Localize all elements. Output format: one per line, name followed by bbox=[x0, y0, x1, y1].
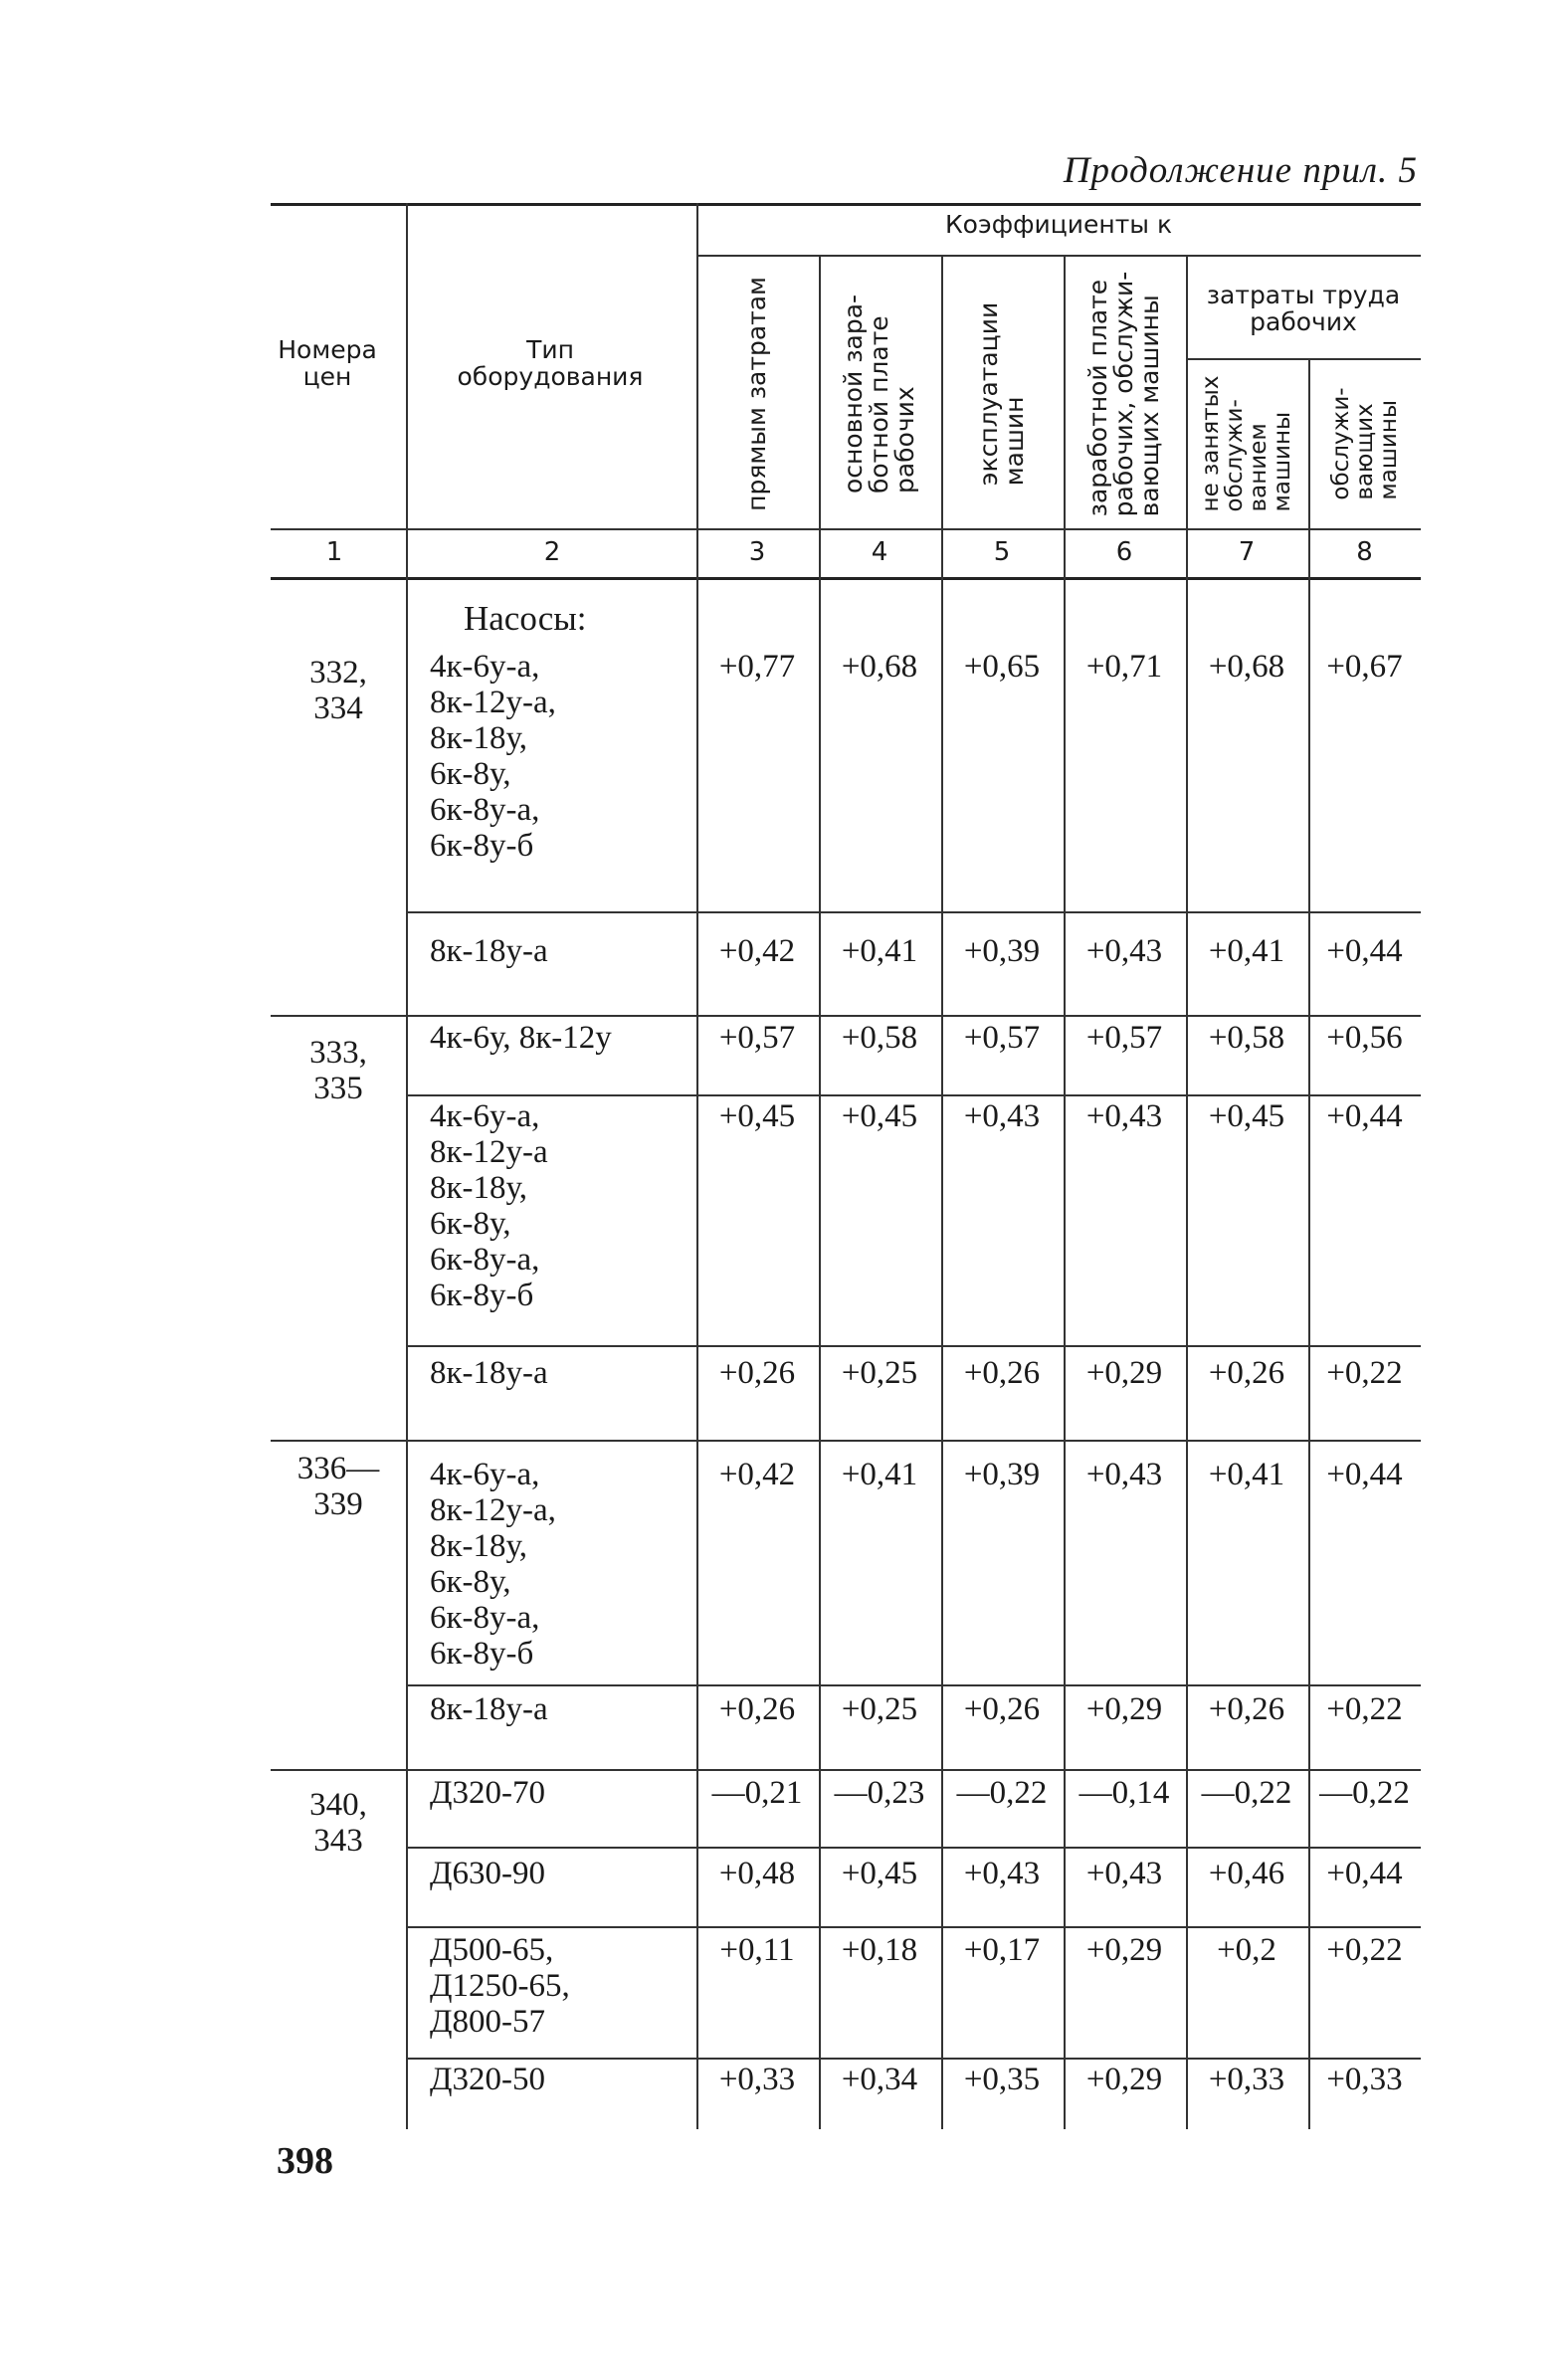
section-title: Насосы: bbox=[464, 599, 587, 638]
table-rule bbox=[696, 255, 1421, 257]
coefficient-cell: +0,43 bbox=[963, 1856, 1041, 1891]
table-rule bbox=[271, 528, 1421, 530]
column-rule bbox=[696, 203, 698, 2129]
coefficient-cell: +0,43 bbox=[1085, 1856, 1163, 1891]
coefficient-cell: +0,29 bbox=[1085, 2062, 1163, 2097]
coefficient-cell: +0,65 bbox=[963, 649, 1041, 685]
coefficient-cell: +0,22 bbox=[1326, 1355, 1403, 1391]
header-equipment-type: Тип оборудования bbox=[457, 335, 644, 391]
column-rule bbox=[1064, 257, 1066, 2129]
equipment-type-cell: 4к-6у-а, 8к-12у-а, 8к-18у, 6к-8у, 6к-8у-а, 6к-8у-б bbox=[430, 1457, 556, 1672]
coefficient-cell: +0,26 bbox=[1208, 1355, 1285, 1391]
table-rule bbox=[1186, 358, 1421, 360]
coefficient-cell: —0,21 bbox=[711, 1775, 803, 1811]
column-rule bbox=[406, 203, 408, 2129]
group-number: 332, 334 bbox=[309, 655, 367, 726]
coefficient-cell: +0,29 bbox=[1085, 1355, 1163, 1391]
coefficient-cell: +0,18 bbox=[841, 1932, 918, 1968]
column-number: 1 bbox=[325, 537, 343, 567]
coefficient-cell: +0,29 bbox=[1085, 1932, 1163, 1968]
coefficient-cell: +0,11 bbox=[719, 1932, 795, 1968]
table-rule bbox=[406, 1094, 1421, 1096]
column-rule bbox=[941, 257, 943, 2129]
coefficient-cell: —0,22 bbox=[1319, 1775, 1410, 1811]
coefficient-cell: +0,25 bbox=[841, 1691, 918, 1727]
coefficient-cell: +0,68 bbox=[1208, 649, 1285, 685]
equipment-type-cell: 4к-6у, 8к-12у bbox=[430, 1020, 612, 1056]
coefficient-cell: +0,77 bbox=[718, 649, 796, 685]
coefficient-cell: +0,44 bbox=[1326, 1856, 1403, 1891]
header-price-numbers: Номера цен bbox=[278, 335, 377, 391]
table-rule bbox=[271, 577, 1421, 580]
coefficient-cell: +0,25 bbox=[841, 1355, 918, 1391]
equipment-type-cell: 4к-6у-а, 8к-12у-а 8к-18у, 6к-8у, 6к-8у-а, 6к-8у-б bbox=[430, 1098, 548, 1313]
coefficient-cell: —0,22 bbox=[1201, 1775, 1292, 1811]
coefficient-cell: —0,22 bbox=[956, 1775, 1048, 1811]
column-rule bbox=[1186, 257, 1188, 2129]
coefficient-cell: +0,34 bbox=[841, 2062, 918, 2097]
table-rule bbox=[271, 203, 1421, 206]
header-col5-box bbox=[941, 261, 1063, 527]
header-operator-wages: заработной плате рабочих, обслужи- вающих машины bbox=[1083, 271, 1164, 517]
table-rule bbox=[406, 1847, 1421, 1849]
header-labor-costs: затраты труда рабочих bbox=[1206, 281, 1401, 336]
coefficient-cell: —0,14 bbox=[1078, 1775, 1170, 1811]
coefficient-cell: +0,41 bbox=[841, 1457, 918, 1492]
column-number: 2 bbox=[543, 537, 561, 567]
equipment-type-cell: Д500-65, Д1250-65, Д800-57 bbox=[430, 1932, 570, 2040]
equipment-type-cell: 8к-18у-а bbox=[430, 1691, 548, 1727]
header-col4-box bbox=[819, 261, 940, 527]
header-col3-box bbox=[696, 261, 818, 527]
coefficient-cell: +0,43 bbox=[1085, 933, 1163, 969]
equipment-type-cell: 8к-18у-а bbox=[430, 933, 548, 969]
coefficient-cell: +0,41 bbox=[1208, 933, 1285, 969]
page-caption: Продолжение прил. 5 bbox=[1063, 150, 1418, 191]
coefficient-cell: +0,39 bbox=[963, 933, 1041, 969]
group-number: 333, 335 bbox=[309, 1035, 367, 1106]
coefficient-cell: +0,26 bbox=[718, 1691, 796, 1727]
coefficient-cell: +0,33 bbox=[1326, 2062, 1403, 2097]
table-rule bbox=[406, 1345, 1421, 1347]
coefficient-cell: +0,42 bbox=[718, 933, 796, 969]
header-col8-box bbox=[1308, 360, 1421, 527]
equipment-type-cell: Д320-70 bbox=[430, 1775, 545, 1811]
header-direct-costs: прямым затратам bbox=[742, 277, 771, 511]
coefficient-cell: +0,44 bbox=[1326, 1098, 1403, 1134]
column-number: 6 bbox=[1115, 537, 1133, 567]
coefficient-cell: +0,45 bbox=[841, 1098, 918, 1134]
coefficient-cell: +0,57 bbox=[963, 1020, 1041, 1056]
coefficient-cell: +0,26 bbox=[963, 1355, 1041, 1391]
header-col6-box bbox=[1064, 261, 1185, 527]
coefficient-cell: +0,48 bbox=[718, 1856, 796, 1891]
equipment-type-cell: 4к-6у-а, 8к-12у-а, 8к-18у, 6к-8у, 6к-8у-а, 6к-8у-б bbox=[430, 649, 556, 864]
equipment-type-cell: Д630-90 bbox=[430, 1856, 545, 1891]
coefficient-cell: +0,45 bbox=[718, 1098, 796, 1134]
coefficient-cell: +0,26 bbox=[1208, 1691, 1285, 1727]
coefficient-cell: +0,42 bbox=[718, 1457, 796, 1492]
coefficient-cell: +0,26 bbox=[963, 1691, 1041, 1727]
header-col7-box bbox=[1186, 360, 1307, 527]
column-number: 8 bbox=[1356, 537, 1373, 567]
column-rule bbox=[819, 257, 821, 2129]
coefficient-cell: +0,41 bbox=[841, 933, 918, 969]
table-rule bbox=[406, 911, 1421, 913]
coefficient-cell: —0,23 bbox=[834, 1775, 925, 1811]
coefficient-cell: +0,22 bbox=[1326, 1691, 1403, 1727]
coefficient-cell: +0,71 bbox=[1085, 649, 1163, 685]
header-base-wages: основной зара- ботной плате рабочих bbox=[839, 294, 919, 494]
equipment-type-cell: Д320-50 bbox=[430, 2062, 545, 2097]
coefficient-cell: +0,44 bbox=[1326, 1457, 1403, 1492]
coefficient-cell: +0,26 bbox=[718, 1355, 796, 1391]
coefficient-cell: +0,22 bbox=[1326, 1932, 1403, 1968]
coefficient-cell: +0,33 bbox=[718, 2062, 796, 2097]
header-workers-not-operating: не занятых обслужи- ванием машины bbox=[1198, 375, 1295, 512]
table-rule bbox=[271, 1769, 1421, 1771]
coefficient-cell: +0,29 bbox=[1085, 1691, 1163, 1727]
equipment-type-cell: 8к-18у-а bbox=[430, 1355, 548, 1391]
table-rule bbox=[271, 1015, 1421, 1017]
table-rule bbox=[406, 1684, 1421, 1686]
coefficient-cell: +0,43 bbox=[963, 1098, 1041, 1134]
coefficient-cell: +0,43 bbox=[1085, 1457, 1163, 1492]
header-workers-operating: обслужи- вающих машины bbox=[1327, 387, 1402, 500]
coefficient-cell: +0,45 bbox=[841, 1856, 918, 1891]
coefficient-cell: +0,58 bbox=[1208, 1020, 1285, 1056]
coefficient-cell: +0,35 bbox=[963, 2062, 1041, 2097]
column-number: 4 bbox=[871, 537, 888, 567]
coefficient-cell: +0,58 bbox=[841, 1020, 918, 1056]
coefficient-cell: +0,17 bbox=[963, 1932, 1041, 1968]
coefficient-cell: +0,43 bbox=[1085, 1098, 1163, 1134]
table-rule bbox=[406, 2058, 1421, 2060]
group-number: 336— 339 bbox=[296, 1451, 380, 1522]
coefficient-cell: +0,45 bbox=[1208, 1098, 1285, 1134]
table-rule bbox=[271, 1440, 1421, 1442]
column-number: 7 bbox=[1238, 537, 1256, 567]
header-machine-operation: эксплуатации машин bbox=[974, 301, 1029, 487]
coefficient-cell: +0,2 bbox=[1217, 1932, 1276, 1968]
group-number: 340, 343 bbox=[309, 1787, 367, 1859]
coefficient-cell: +0,46 bbox=[1208, 1856, 1285, 1891]
column-number: 5 bbox=[993, 537, 1011, 567]
page-number: 398 bbox=[277, 2140, 333, 2182]
coefficient-cell: +0,57 bbox=[718, 1020, 796, 1056]
column-number: 3 bbox=[748, 537, 766, 567]
column-rule bbox=[1308, 360, 1310, 2129]
header-coefficients: Коэффициенты к bbox=[944, 210, 1173, 239]
coefficient-cell: +0,33 bbox=[1208, 2062, 1285, 2097]
coefficient-cell: +0,39 bbox=[963, 1457, 1041, 1492]
coefficient-cell: +0,57 bbox=[1085, 1020, 1163, 1056]
coefficient-cell: +0,67 bbox=[1326, 649, 1403, 685]
coefficient-cell: +0,44 bbox=[1326, 933, 1403, 969]
coefficient-cell: +0,41 bbox=[1208, 1457, 1285, 1492]
coefficient-cell: +0,56 bbox=[1326, 1020, 1403, 1056]
table-rule bbox=[406, 1926, 1421, 1928]
coefficient-cell: +0,68 bbox=[841, 649, 918, 685]
